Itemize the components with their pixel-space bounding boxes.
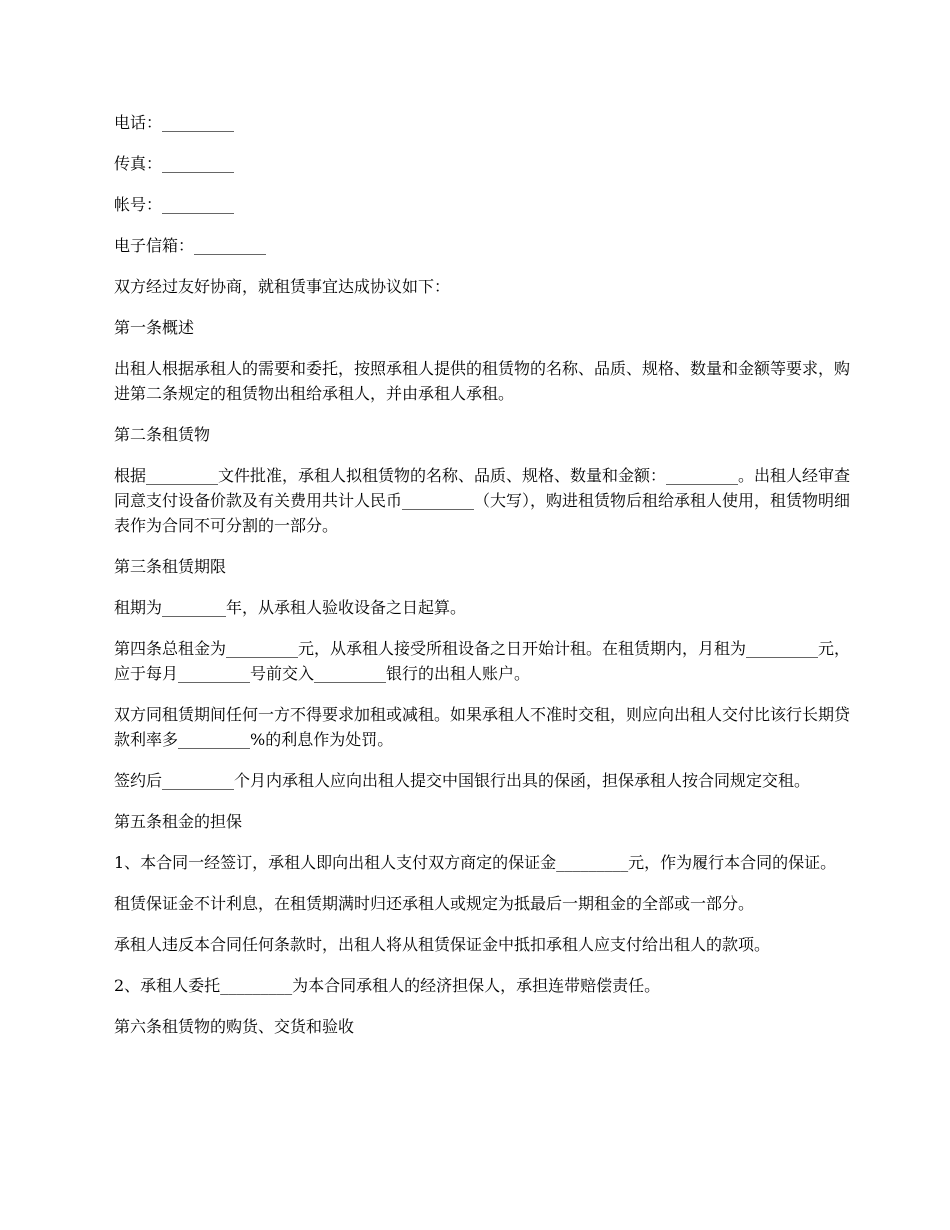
fax-line: 传真：_________ [114, 154, 235, 173]
guarantor-clause: 2、承租人委托_________为本合同承租人的经济担保人，承担连带赔偿责任。 [114, 976, 661, 995]
article-2-text: 根据_________文件批准，承租人拟租赁物的名称、品质、规格、数量和金额：_________。出租人经审查同意支付设备价款及有关费用共计人民币_________（大写），购进租赁物后租给承租人使用，租赁物明细表作为合同不可分割的一部分。 [114, 466, 851, 535]
agreement-intro: 双方经过友好协商，就租赁事宜达成协议如下： [114, 277, 451, 296]
article-2-heading: 第二条租赁物 [114, 425, 211, 444]
article-5-heading: 第五条租金的担保 [114, 812, 243, 831]
deposit-deduction-clause: 承租人违反本合同任何条款时，出租人将从租赁保证金中抵扣承租人应支付给出租人的款项。 [114, 935, 771, 954]
article-6-heading: 第六条租赁物的购货、交货和验收 [114, 1017, 355, 1036]
phone-line: 电话：_________ [114, 113, 235, 132]
guarantee-letter-text: 签约后_________个月内承租人应向出租人提交中国银行出具的保函，担保承租人按合同规定交租。 [114, 771, 811, 790]
deposit-clause: 1、本合同一经签订，承租人即向出租人支付双方商定的保证金_________元，作为履行本合同的保证。 [114, 853, 837, 872]
deposit-interest-clause: 租赁保证金不计利息，在租赁期满时归还承租人或规定为抵最后一期租金的全部或一部分。 [114, 894, 755, 913]
article-1-text: 出租人根据承租人的需要和委托，按照承租人提供的租赁物的名称、品质、规格、数量和金额等要求，购进第二条规定的租赁物出租给承租人，并由承租人承租。 [114, 359, 851, 403]
article-4-text: 第四条总租金为_________元，从承租人接受所租设备之日开始计租。在租赁期内，月租为_________元，应于每月_________号前交入_________银行的出租人账户。 [114, 639, 851, 683]
document-body [114, 110, 854, 1055]
article-3-text: 租期为________年，从承租人验收设备之日起算。 [114, 598, 467, 617]
account-line: 帐号：_________ [114, 195, 235, 214]
article-3-heading: 第三条租赁期限 [114, 557, 227, 576]
rent-adjustment-text: 双方同租赁期间任何一方不得要求加租或减租。如果承租人不准时交租，则应向出租人交付比该行长期贷款利率多_________%的利息作为处罚。 [114, 705, 851, 749]
article-1-heading: 第一条概述 [114, 318, 195, 337]
email-line: 电子信箱：_________ [114, 236, 267, 255]
